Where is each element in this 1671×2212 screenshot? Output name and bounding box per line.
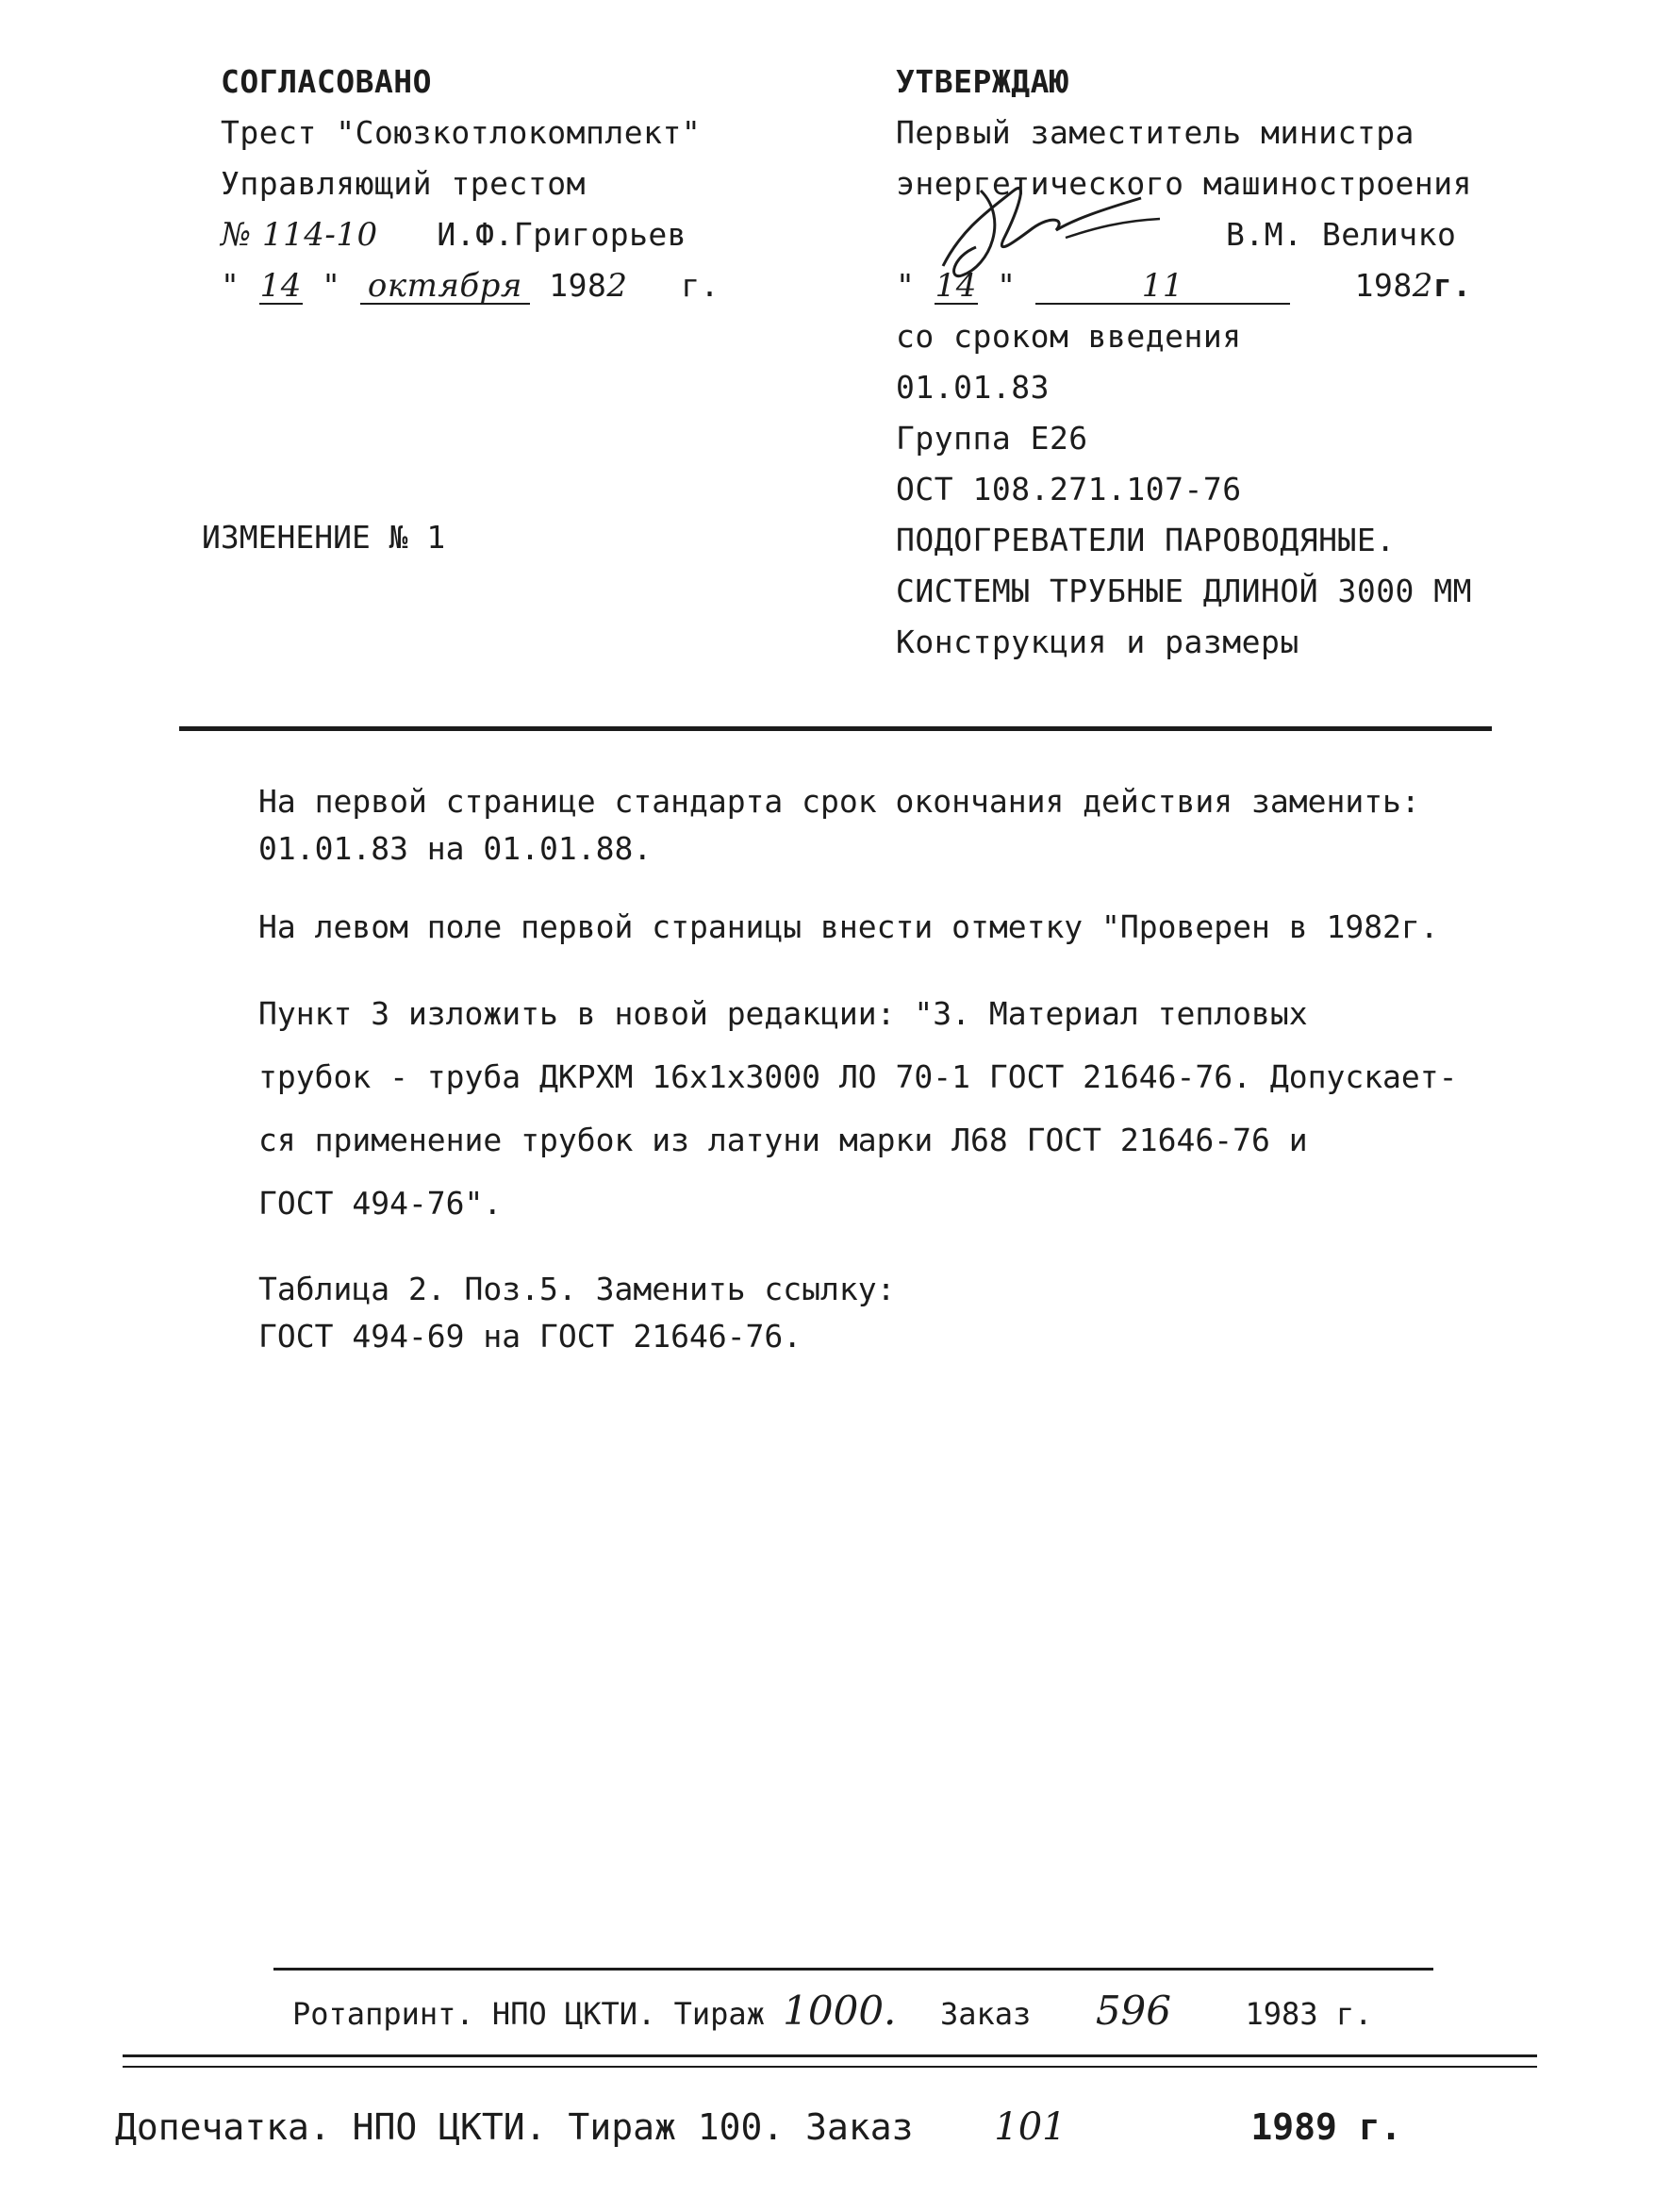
print-imprint-1989 xyxy=(115,2094,1402,2160)
approved-date-day: 14 xyxy=(935,267,977,305)
approved-date-month: 11 xyxy=(1035,269,1290,305)
print-imprint-1983 xyxy=(292,1983,1372,2042)
paragraph-3-line-2: трубок - труба ДКРХМ 16х1х3000 ЛО 70-1 ГОСТ 21646-76. Допускает- xyxy=(258,1058,1458,1095)
approved-position-line1: Первый заместитель министра xyxy=(896,114,1415,151)
agreed-position: Управляющий трестом xyxy=(221,165,586,202)
agreed-date-suffix: г. xyxy=(681,267,720,304)
paragraph-3-line-1: Пункт 3 изложить в новой редакции: "3. Материал тепловых xyxy=(258,995,1308,1032)
header-divider xyxy=(179,726,1492,731)
handwritten-signature xyxy=(924,153,1169,294)
approved-position-line2: энергетического машиностроения xyxy=(896,165,1473,202)
footer-rule-top xyxy=(273,1968,1433,1971)
standard-title-line1: ПОДОГРЕВАТЕЛИ ПАРОВОДЯНЫЕ. xyxy=(896,522,1396,558)
agreed-sign-number: № 114-10 xyxy=(221,216,378,254)
imprint-1-order-label: Заказ xyxy=(939,1996,1032,2032)
agreed-date-year-prefix: 198 xyxy=(549,267,607,304)
approved-date-year-prefix: 198 xyxy=(1354,267,1413,304)
standard-number: ОСТ 108.271.107-76 xyxy=(896,471,1242,507)
agreed-title: СОГЛАСОВАНО xyxy=(221,63,433,100)
standard-title-line3: Конструкция и размеры xyxy=(896,624,1299,660)
imprint-1-order-number: 596 xyxy=(1095,1987,1171,2034)
approved-signature-row xyxy=(896,209,1537,260)
group-code: Группа Е26 xyxy=(896,420,1088,457)
approved-title: УТВЕРЖДАЮ xyxy=(896,63,1069,100)
change-paragraph-1 xyxy=(258,778,1522,873)
agreed-date-row: " 14 " октября 1982 г. xyxy=(221,267,720,305)
change-body xyxy=(258,778,1522,1391)
paragraph-4-line-1: Таблица 2. Поз.5. Заменить ссылку: xyxy=(258,1271,896,1307)
paragraph-4-line-2: ГОСТ 494-69 на ГОСТ 21646-76. xyxy=(258,1318,802,1355)
change-paragraph-3 xyxy=(258,982,1522,1235)
paragraph-3-line-4: ГОСТ 494-76". xyxy=(258,1185,503,1222)
paragraph-2-line-1: На левом поле первой страницы внести отметку "Проверен в 1982г. xyxy=(258,908,1439,945)
imprint-2-year: 1989 г. xyxy=(1250,2106,1402,2148)
approval-block-agreed xyxy=(221,57,805,311)
effective-label: со сроком введения xyxy=(896,318,1242,355)
approved-date-row: " 14 " 11 1982г. xyxy=(896,267,1472,305)
footer-rule-bottom xyxy=(123,2054,1537,2057)
imprint-2-order-number: 101 xyxy=(994,2105,1067,2149)
paragraph-3-line-3: ся применение трубок из латуни марки Л68 ГОСТ 21646-76 и xyxy=(258,1122,1308,1158)
change-number-label: ИЗМЕНЕНИЕ № 1 xyxy=(202,519,446,556)
imprint-2-prefix: Допечатка. НПО ЦКТИ. Тираж 100. Заказ xyxy=(115,2106,914,2148)
agreed-org: Трест "Союзкотлокомплект" xyxy=(221,114,702,151)
approved-date-suffix: г. xyxy=(1432,267,1472,304)
paragraph-1-line-2: 01.01.83 на 01.01.88. xyxy=(258,830,653,867)
agreed-signature-row xyxy=(221,209,805,260)
imprint-1-tirazh: 1000. xyxy=(783,1987,897,2034)
standard-title-line2: СИСТЕМЫ ТРУБНЫЕ ДЛИНОЙ 3000 ММ xyxy=(896,573,1473,609)
approved-date-year-hand: 2 xyxy=(1412,267,1433,305)
imprint-1-year: 1983 г. xyxy=(1245,1996,1373,2032)
change-paragraph-2 xyxy=(258,904,1522,951)
imprint-1-prefix: Ротапринт. НПО ЦКТИ. Тираж xyxy=(292,1996,765,2032)
footer-rule-bottom-2 xyxy=(123,2066,1537,2068)
paragraph-1-line-1: На первой странице стандарта срок окончания действия заменить: xyxy=(258,783,1420,820)
agreed-signer-name: И.Ф.Григорьев xyxy=(437,216,687,253)
effective-date: 01.01.83 xyxy=(896,369,1050,406)
agreed-date-day: 14 xyxy=(259,267,302,305)
approval-block-approved xyxy=(896,57,1537,668)
approved-signer-name: В.М. Величко xyxy=(1226,216,1457,253)
agreed-date-year-hand: 2 xyxy=(606,267,628,305)
change-paragraph-4 xyxy=(258,1266,1522,1360)
agreed-date-month: октября xyxy=(360,269,530,305)
